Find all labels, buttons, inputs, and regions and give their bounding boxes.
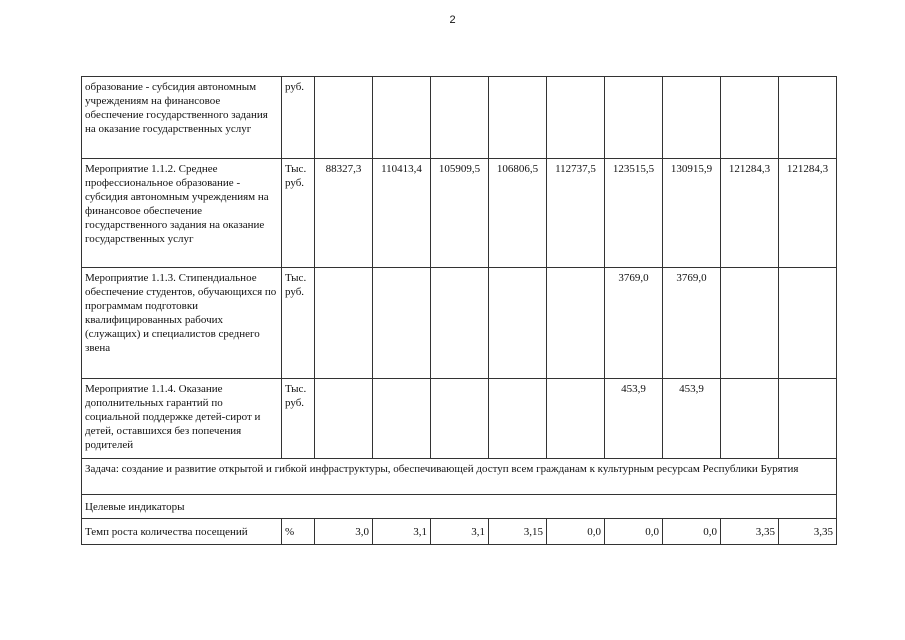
value-cell: 123515,5 [605,159,663,268]
value-cell [779,268,837,379]
table-row [82,159,837,268]
table-row [82,268,837,379]
value-cell [779,379,837,459]
indicators-header: Целевые индикаторы [82,495,837,519]
value-cell: 112737,5 [547,159,605,268]
indicator-row [82,519,837,545]
value-cell: 3,1 [373,519,431,545]
value-cell: 110413,4 [373,159,431,268]
value-cell [489,268,547,379]
activity-name: Мероприятие 1.1.4. Оказание дополнительных гарантий по социальной поддержке детей-сирот и детей, оставшихся без попечения родителей [82,379,282,459]
unit-cell: Тыс. руб. [282,379,315,459]
value-cell: 3769,0 [663,268,721,379]
value-cell [721,77,779,159]
value-cell: 130915,9 [663,159,721,268]
value-cell [721,268,779,379]
value-cell: 3,35 [779,519,837,545]
value-cell [547,77,605,159]
value-cell: 121284,3 [779,159,837,268]
value-cell [373,379,431,459]
value-cell: 88327,3 [315,159,373,268]
indicator-name: Темп роста количества посещений [82,519,282,545]
value-cell: 453,9 [605,379,663,459]
value-cell [373,77,431,159]
unit-cell: % [282,519,315,545]
value-cell [663,77,721,159]
value-cell: 106806,5 [489,159,547,268]
indicators-header-row [82,495,837,519]
activity-name: Мероприятие 1.1.3. Стипендиальное обеспечение студентов, обучающихся по программам подготовки квалифицированных рабочих (служащих) и специалистов среднего звена [82,268,282,379]
value-cell: 0,0 [663,519,721,545]
unit-cell: Тыс. руб. [282,159,315,268]
activity-name: Мероприятие 1.1.2. Среднее профессиональное образование - субсидия автономным учреждениям на финансовое обеспечение государственного задания на оказание государственных услуг [82,159,282,268]
value-cell [431,379,489,459]
task-row [82,459,837,495]
value-cell: 3,35 [721,519,779,545]
table-row [82,379,837,459]
value-cell [547,379,605,459]
unit-cell: руб. [282,77,315,159]
page-number: 2 [449,14,456,26]
value-cell [315,379,373,459]
value-cell [315,268,373,379]
value-cell: 3,0 [315,519,373,545]
value-cell: 105909,5 [431,159,489,268]
value-cell: 0,0 [547,519,605,545]
table-row [82,77,837,159]
value-cell [605,77,663,159]
activity-name: образование - субсидия автономным учреждениям на финансовое обеспечение государственного задания на оказание государственных услуг [82,77,282,159]
unit-cell: Тыс. руб. [282,268,315,379]
value-cell [373,268,431,379]
value-cell [431,268,489,379]
task-text: Задача: создание и развитие открытой и гибкой инфраструктуры, обеспечивающей доступ всем гражданам к культурным ресурсам Республики Бурятия [82,459,837,495]
value-cell: 453,9 [663,379,721,459]
value-cell [779,77,837,159]
value-cell [489,77,547,159]
value-cell: 3,1 [431,519,489,545]
value-cell [431,77,489,159]
budget-table [81,76,837,545]
value-cell: 3769,0 [605,268,663,379]
value-cell: 0,0 [605,519,663,545]
value-cell [489,379,547,459]
value-cell: 3,15 [489,519,547,545]
value-cell [721,379,779,459]
value-cell [315,77,373,159]
value-cell [547,268,605,379]
value-cell: 121284,3 [721,159,779,268]
